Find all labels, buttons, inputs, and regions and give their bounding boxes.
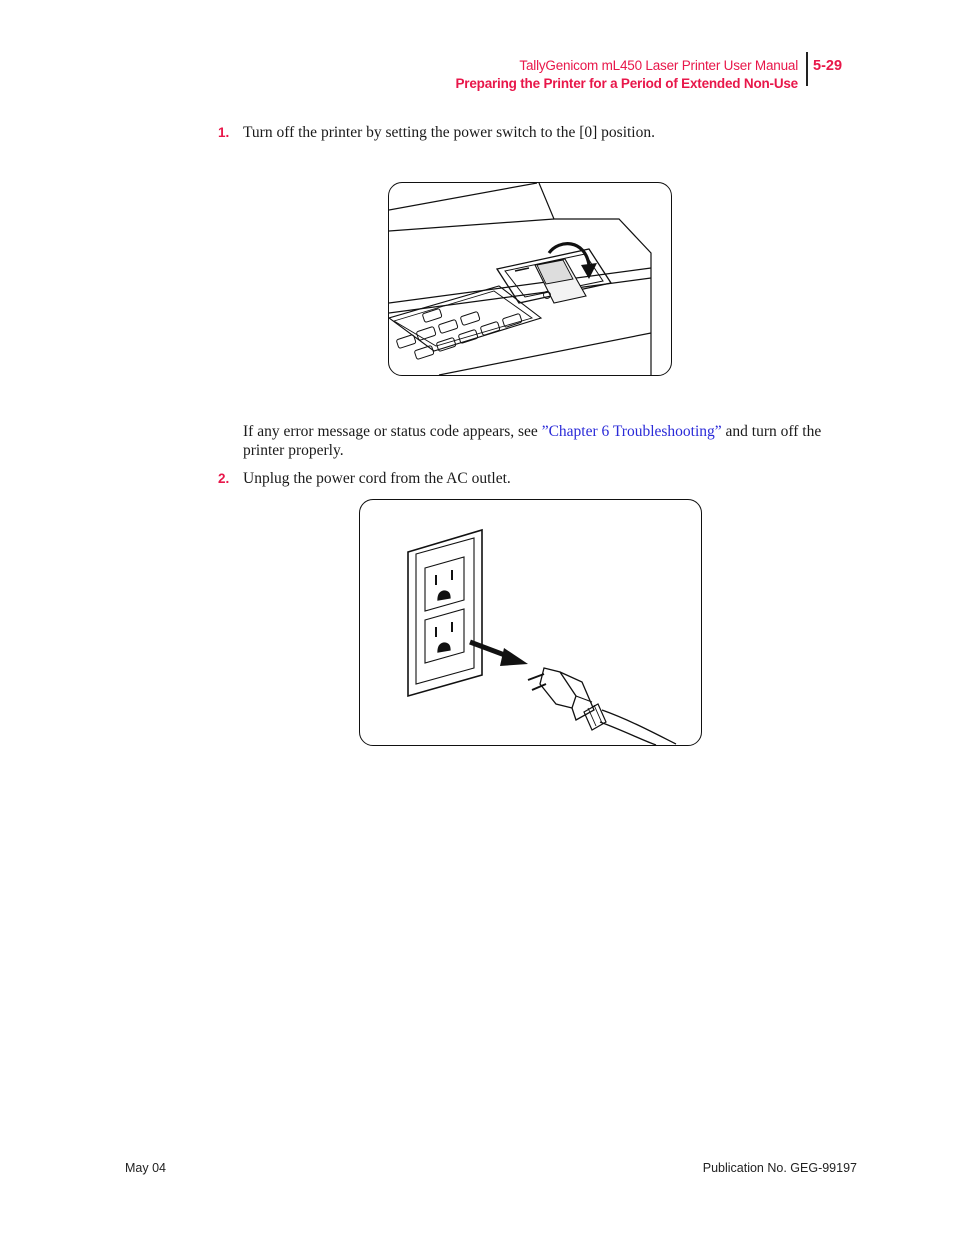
running-header-section-title: Preparing the Printer for a Period of Extended Non-Use <box>455 76 798 91</box>
pull-arrow-icon <box>470 642 528 666</box>
step-2-number: 2. <box>218 471 230 486</box>
unplug-power-cord-illustration <box>360 500 701 745</box>
power-plug <box>528 668 676 745</box>
footer-publication-number: Publication No. GEG-99197 <box>702 1161 857 1175</box>
note-text-before: If any error message or status code appears, see <box>243 423 542 440</box>
printer-power-switch-illustration <box>389 183 671 375</box>
unplug-figure <box>359 499 702 746</box>
note-text-after: and turn off the printer properly. <box>243 423 822 459</box>
troubleshooting-note <box>243 422 853 460</box>
step-2-text: Unplug the power cord from the AC outlet. <box>243 470 511 487</box>
running-header-manual-title: TallyGenicom mL450 Laser Printer User Manual <box>519 58 798 73</box>
header-divider <box>806 52 808 86</box>
step-1-text: Turn off the printer by setting the power switch to the [0] position. <box>243 124 655 141</box>
power-switch-figure <box>388 182 672 376</box>
page-number: 5-29 <box>813 58 843 74</box>
troubleshooting-chapter-link[interactable]: ”Chapter 6 Troubleshooting” <box>541 423 722 440</box>
ac-outlet <box>408 530 482 696</box>
footer-date: May 04 <box>125 1161 166 1175</box>
step-1-number: 1. <box>218 125 230 140</box>
